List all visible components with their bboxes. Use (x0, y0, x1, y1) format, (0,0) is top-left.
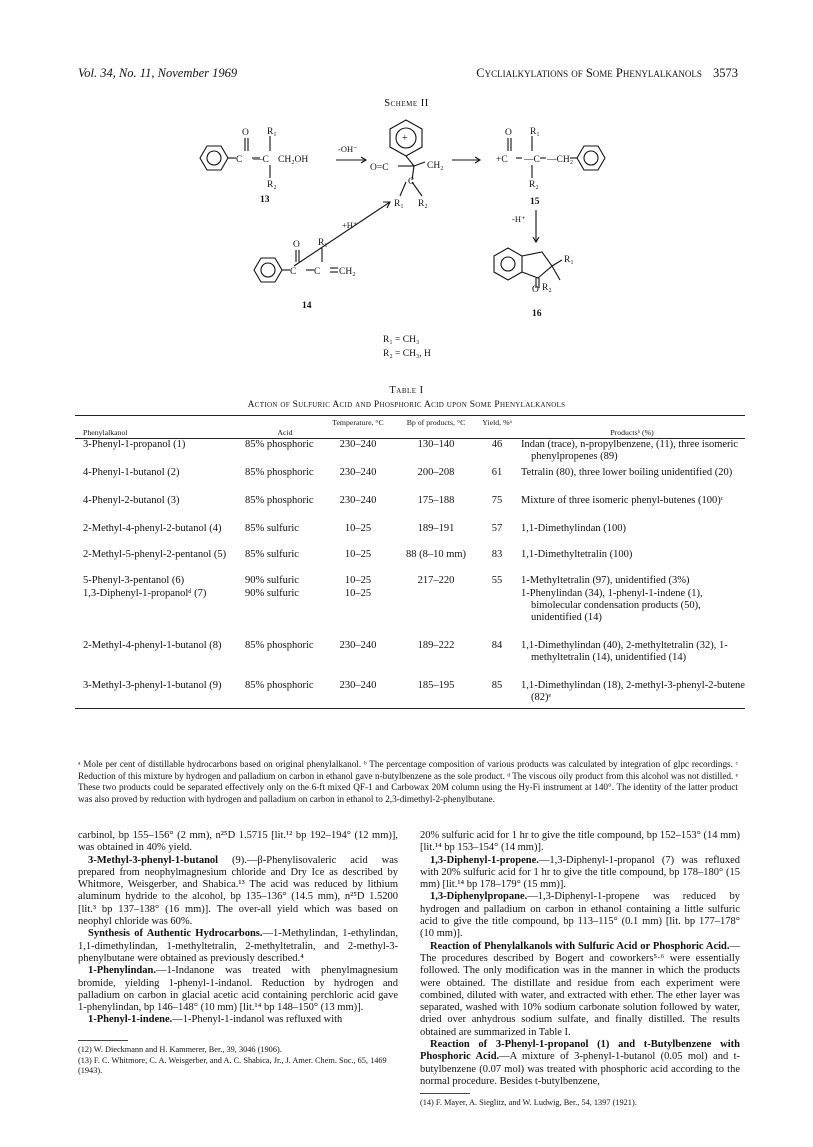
header-right (476, 66, 738, 81)
benzene-ring-13 (200, 146, 228, 170)
cell-bp: 88 (8–10 mm) (405, 549, 467, 560)
table-subtitle: Action of Sulfuric Acid and Phosphoric Acid upon Some Phenylalkanols (247, 400, 566, 410)
cell-phenylalkanol: 3-Phenyl-1-propanol (1) (83, 439, 186, 450)
cell-products: 1,1-Dimethylindan (100) (521, 523, 626, 534)
section-head: 1,3-Diphenyl-1-propene. (430, 854, 539, 866)
cell-products: 1-Methyltetralin (97), unidentified (3%) (521, 575, 690, 586)
cell-acid: 85% phosphoric (245, 680, 314, 691)
page-number: 3573 (713, 66, 738, 80)
header-products: Productsᵇ (%) (610, 428, 654, 437)
paragraph-body: —1-Phenyl-1-indanol was refluxed with (172, 1014, 343, 1026)
table-row (75, 523, 745, 549)
header-phenylalkanol: Phenylalkanol (83, 428, 128, 437)
svg-text:C: C (408, 177, 415, 187)
svg-text:O: O (532, 285, 539, 295)
cell-phenylalkanol: 3-Methyl-3-phenyl-1-butanol (9) (83, 680, 222, 691)
r-definition-2: R₂ = CH₃, H (383, 349, 431, 359)
svg-text:O: O (293, 240, 300, 250)
paragraph: 20% sulfuric acid for 1 hr to give the title compound, bp 152–153° (14 mm) [lit.¹⁴ bp 153–154° (14 mm)]. (420, 830, 740, 854)
svg-text:O: O (505, 128, 512, 138)
indanone-16 (494, 248, 562, 288)
cell-acid: 85% phosphoric (245, 640, 314, 651)
section-head: 1-Phenylindan. (88, 965, 156, 977)
cell-yield: 46 (491, 439, 503, 450)
paragraph (420, 1039, 740, 1088)
cell-acid: 85% phosphoric (245, 495, 314, 506)
cell-phenylalkanol: 1,3-Diphenyl-1-propanolᵈ (7) (83, 588, 207, 599)
cell-temperature: 10–25 (344, 588, 372, 599)
svg-text:—CH₂: —CH₂ (547, 155, 574, 165)
cell-bp: 200–208 (417, 467, 455, 478)
cell-bp: 189–191 (417, 523, 455, 534)
cell-temperature: 230–240 (339, 680, 377, 691)
compound-label-15: 15 (530, 197, 540, 207)
cell-temperature: 10–25 (344, 523, 372, 534)
svg-text:O=C: O=C (370, 163, 389, 173)
reaction-scheme (190, 110, 630, 370)
cell-products: Indan (trace), n-propylbenzene, (11), three isomeric phenylpropenes (89) (521, 439, 739, 462)
section-head: 1-Phenyl-1-indene. (88, 1014, 173, 1026)
svg-text:O: O (242, 128, 249, 138)
cell-products: 1-Phenylindan (34), 1-phenyl-1-indene (1), bimolecular condensation products (50), unidentified (14) (521, 588, 703, 623)
cell-products: 1,1-Dimethylindan (18), 2-methyl-3-phenyl-2-butene (82)ᵉ (521, 680, 745, 703)
svg-text:—C: —C (253, 155, 269, 165)
footnote-13: (13) F. C. Whitmore, C. A. Weisgerber, and A. C. Shabica, Jr., J. Amer. Chem. Soc., 65, 1469 (1943). (78, 1055, 387, 1075)
svg-text:R₁: R₁ (564, 255, 574, 265)
cell-bp: 130–140 (417, 439, 455, 450)
header-yield: Yield, %ᵃ (482, 418, 512, 427)
benzene-ring-15 (577, 146, 605, 170)
table-header-row (75, 416, 745, 438)
cell-acid: 90% sulfuric (245, 588, 299, 599)
svg-text:CH₂: CH₂ (427, 161, 444, 171)
reagent-base: -OH⁻ (338, 144, 358, 154)
paragraph (420, 941, 740, 1039)
paragraph-body: —The procedures described by Bogert and coworkers⁵·⁶ were essentially followed. The only modification was in the manner in which the products were obtained. The distillate and residue from each experiment were combined, diluted with water, and extracted with ether. The ether layer was separated, washed with 10% sodium carbonate solution followed by water, dried over anhydrous sodium sulfate, and finally distilled. The results obtained are summarized in Table I. (420, 940, 740, 1038)
cell-bp: 175–188 (417, 495, 455, 506)
compound-label-13: 13 (260, 195, 270, 205)
header-bp: Bp of products, °C (406, 418, 466, 427)
table-row (75, 549, 745, 575)
svg-text:C: C (236, 155, 243, 165)
compound-label-16: 16 (532, 309, 542, 319)
section-head: 3-Methyl-3-phenyl-1-butanol (88, 854, 219, 866)
paragraph-body: (9).—β-Phenylisovaleric acid was prepared from neophylmagnesium chloride and Dry Ice as described by Whitmore, Weisgerber, and Shabica.¹³ The acid was reduced by lithium aluminum hydride to the alcohol, bp 135–136° (14.5 mm), n²⁵D 1.5200 [lit.³ bp 137–138° (16 mm)]. The over-all yield which was based on neophyl chloride was 60%. (78, 854, 398, 928)
svg-text:R₁: R₁ (394, 199, 404, 209)
cell-acid: 85% sulfuric (245, 549, 299, 560)
cell-yield: 61 (491, 467, 503, 478)
paragraph-body: —1,3-Diphenyl-1-propene was reduced by hydrogen and palladium on carbon in ethanol containing a little sulfuric acid to give the title compound, bp 113–115° (0.1 mm) [lit. bp 177–178° (10 mm)]. (420, 891, 740, 940)
paragraph-body: —1,3-Diphenyl-1-propanol (7) was refluxed with 20% sulfuric acid for 1 hr to give the title compound, bp 178–180° (15 mm) [lit.¹⁴ bp 178–179° (15 mm)]. (420, 854, 740, 891)
cell-temperature: 10–25 (344, 549, 372, 560)
cell-bp: 189–222 (417, 640, 455, 651)
paragraph (420, 891, 740, 940)
svg-text:R₁: R₁ (267, 127, 277, 137)
left-column (78, 830, 398, 1027)
cell-temperature: 230–240 (339, 439, 377, 450)
svg-text:R₂: R₂ (267, 180, 277, 190)
cell-yield: 85 (491, 680, 503, 691)
svg-text:R₂: R₂ (529, 180, 539, 190)
cell-phenylalkanol: 2-Methyl-4-phenyl-2-butanol (4) (83, 523, 222, 534)
svg-text:R₂: R₂ (542, 283, 552, 293)
svg-text:CH₂OH: CH₂OH (278, 155, 309, 165)
svg-text:R₁: R₁ (530, 127, 540, 137)
results-table (75, 415, 745, 709)
cell-yield: 84 (491, 640, 503, 651)
scheme-title: Scheme II (384, 98, 429, 109)
table-title: Table I (389, 385, 424, 396)
footnote-14: (14) F. Mayer, A. Sieglitz, and W. Ludwig, Ber., 54, 1397 (1921). (420, 1098, 637, 1107)
compound-label-14: 14 (302, 301, 312, 311)
header-temperature: Temperature, °C (332, 418, 384, 427)
running-title: Cyclialkylations of Some Phenylalkanols (476, 66, 702, 80)
right-column (420, 830, 740, 1088)
section-head: Reaction of 3-Phenyl-1-propanol (1) and t-Butylbenzene with Phosphoric Acid. (420, 1039, 740, 1063)
cell-phenylalkanol: 5-Phenyl-3-pentanol (6) (83, 575, 185, 586)
paragraph (78, 928, 398, 965)
running-header (78, 66, 738, 82)
cell-yield: 83 (491, 549, 503, 560)
benzene-ring-14 (254, 258, 282, 282)
cell-yield: 75 (491, 495, 503, 506)
cell-products: 1,1-Dimethylindan (40), 2-methyltetralin (32), 1-methyltetralin (14), unidentified (14) (521, 640, 728, 663)
table-footnotes: ᵃ Mole per cent of distillable hydrocarbons based on original phenylalkanol. ᵇ The percentage composition of various products was calculated by integration of glpc recordings. ᶜ Reduction of this mixture by hydrogen and palladium on carbon in ethanol gave n-butylbenzene as the sole product. ᵈ The viscous oily product from this alcohol was not distilled. ᵉ These two products could be separated effectively only on the 6-ft mixed QF-1 and Carbowax 20M column using the Hy-Fi instrument at 140°. The identity of the latter product was also proved by reduction with hydrogen and palladium on carbon in ethanol to 2,3-dimethyl-2-phenylbutane. (78, 759, 738, 804)
cell-acid: 85% sulfuric (245, 523, 299, 534)
table-row (75, 680, 745, 708)
paragraph (78, 855, 398, 929)
cell-phenylalkanol: 4-Phenyl-2-butanol (3) (83, 495, 180, 506)
paragraph (78, 965, 398, 1014)
cell-products: Mixture of three isomeric phenyl-butenes (100)ᶜ (521, 495, 724, 506)
cell-temperature: 230–240 (339, 495, 377, 506)
cell-products: 1,1-Dimethyltetralin (100) (521, 549, 633, 560)
svg-text:—C: —C (524, 155, 540, 165)
table-row (75, 588, 745, 640)
table-row (75, 467, 745, 495)
cell-products: Tetralin (80), three lower boiling unidentified (20) (521, 467, 733, 478)
right-footnotes (420, 1093, 740, 1109)
svg-text:+C: +C (496, 155, 508, 165)
cell-temperature: 230–240 (339, 640, 377, 651)
paragraph-body: —1-Indanone was treated with phenylmagnesium bromide, yielding 1-phenyl-1-indanol. Reduction by hydrogen and palladium on carbon in glacial acetic acid containing perchloric acid gave 1-phenylindan, bp 146–148° (10 mm) [lit.¹⁴ bp 148–150° (13 mm)]. (78, 965, 398, 1014)
r-definition-1: R₁ = CH₃ (383, 335, 420, 345)
cell-bp: 185–195 (417, 680, 455, 691)
table-row (75, 439, 745, 467)
cell-acid: 85% phosphoric (245, 467, 314, 478)
section-head: 1,3-Diphenylpropane. (430, 891, 528, 903)
section-head: Synthesis of Authentic Hydrocarbons. (88, 928, 263, 940)
svg-text:R₁: R₁ (318, 238, 328, 248)
cell-bp: 217–220 (417, 575, 455, 586)
reagent-acid: +H⁺ (342, 220, 358, 230)
footnote-12: (12) W. Dieckmann and H. Kammerer, Ber., 39, 3046 (1906). (78, 1045, 282, 1054)
cell-phenylalkanol: 2-Methyl-5-phenyl-2-pentanol (5) (83, 549, 227, 560)
cell-acid: 85% phosphoric (245, 439, 314, 450)
cell-temperature: 230–240 (339, 467, 377, 478)
table-row (75, 575, 745, 588)
cell-phenylalkanol: 4-Phenyl-1-butanol (2) (83, 467, 180, 478)
cell-phenylalkanol: 2-Methyl-4-phenyl-1-butanol (8) (83, 640, 222, 651)
svg-text:+: + (402, 133, 408, 144)
left-footnotes (78, 1040, 398, 1077)
table-body (75, 439, 745, 708)
cell-temperature: 10–25 (344, 575, 372, 586)
cell-yield: 55 (491, 575, 503, 586)
section-head: Reaction of Phenylalkanols with Sulfuric Acid or Phosphoric Acid. (430, 940, 730, 952)
cell-yield: 57 (491, 523, 503, 534)
paragraph-body: —1-Methylindan, 1-ethylindan, 1,1-dimethylindan, 1-methyltetralin, 2-methyltetralin, and 2-methyl-3-phenylbutane were obtained as previously described.⁴ (78, 928, 398, 964)
svg-text:R₂: R₂ (418, 199, 428, 209)
paragraph-body: —A mixture of 3-phenyl-1-butanol (0.05 mol) and t-butylbenzene (0.07 mol) was treated with phosphoric acid according to the normal procedure. Besides t-butylbenzene, (420, 1051, 740, 1087)
table-row (75, 495, 745, 523)
paragraph (78, 1014, 398, 1026)
journal-issue: Vol. 34, No. 11, November 1969 (78, 66, 238, 80)
cell-acid: 90% sulfuric (245, 575, 299, 586)
svg-text:C: C (290, 267, 297, 277)
header-acid: Acid (277, 428, 293, 437)
paragraph (420, 855, 740, 892)
reagent-deprotonation: -H⁺ (512, 214, 526, 224)
table-row (75, 640, 745, 680)
svg-text:CH₂: CH₂ (339, 267, 356, 277)
paragraph: carbinol, bp 155–156° (2 mm), n²⁵D 1.5715 [lit.¹² bp 192–194° (12 mm)], was obtained in 40% yield. (78, 830, 398, 854)
svg-text:C: C (314, 267, 321, 277)
